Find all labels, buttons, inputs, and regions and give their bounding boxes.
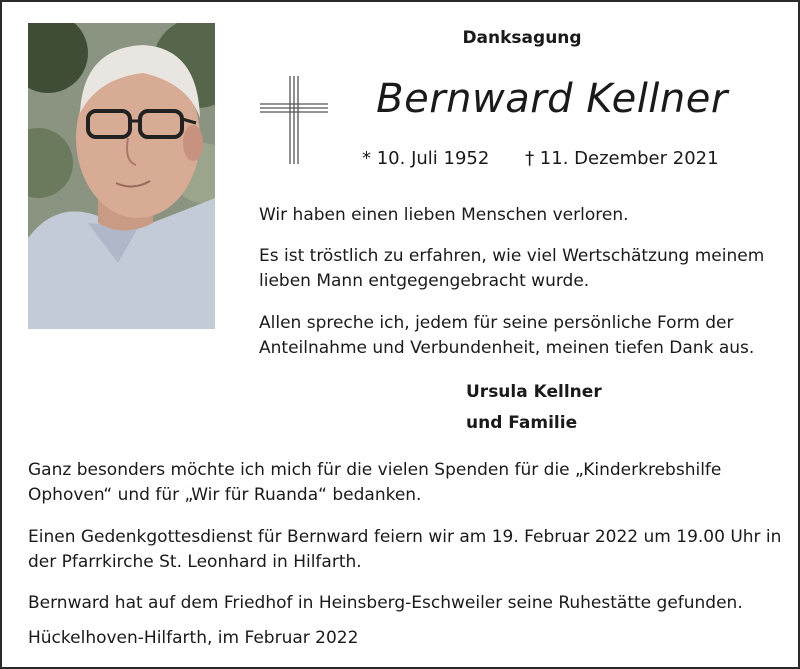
donation-paragraph: Ganz besonders möchte ich mich für die vielen Spenden für die „Kinderkrebshilfe Ophoven“ und für „Wir für Ruanda“ bedanken.	[28, 460, 722, 505]
deceased-name: Bernward Kellner	[376, 76, 728, 122]
death-date: † 11. Dezember 2021	[525, 148, 719, 169]
burial-paragraph: Bernward hat auf dem Friedhof in Heinsberg-Eschweiler seine Ruhestätte gefunden.	[28, 593, 743, 613]
signature-name: Ursula Kellner	[466, 382, 602, 402]
message-paragraph-3: Allen spreche ich, jedem für seine persönliche Form der Anteilnahme und Verbundenheit, meinen tiefen Dank aus.	[259, 313, 755, 358]
portrait-photo	[28, 23, 215, 329]
birth-date: * 10. Juli 1952	[362, 148, 490, 169]
cross-icon	[258, 72, 330, 168]
heading: Danksagung	[462, 28, 582, 48]
signature-family: und Familie	[466, 413, 578, 433]
message-paragraph-2: Es ist tröstlich zu erfahren, wie viel Wertschätzung meinem lieben Mann entgegengebracht wurde.	[259, 246, 765, 291]
message-paragraph-1: Wir haben einen lieben Menschen verloren.	[259, 205, 629, 225]
life-dates	[362, 148, 719, 169]
memorial-service-paragraph: Einen Gedenkgottesdienst für Bernward feiern wir am 19. Februar 2022 um 19.00 Uhr in der Pfarrkirche St. Leonhard in Hilfarth.	[28, 527, 782, 572]
place-date-line: Hückelhoven-Hilfarth, im Februar 2022	[28, 628, 359, 648]
